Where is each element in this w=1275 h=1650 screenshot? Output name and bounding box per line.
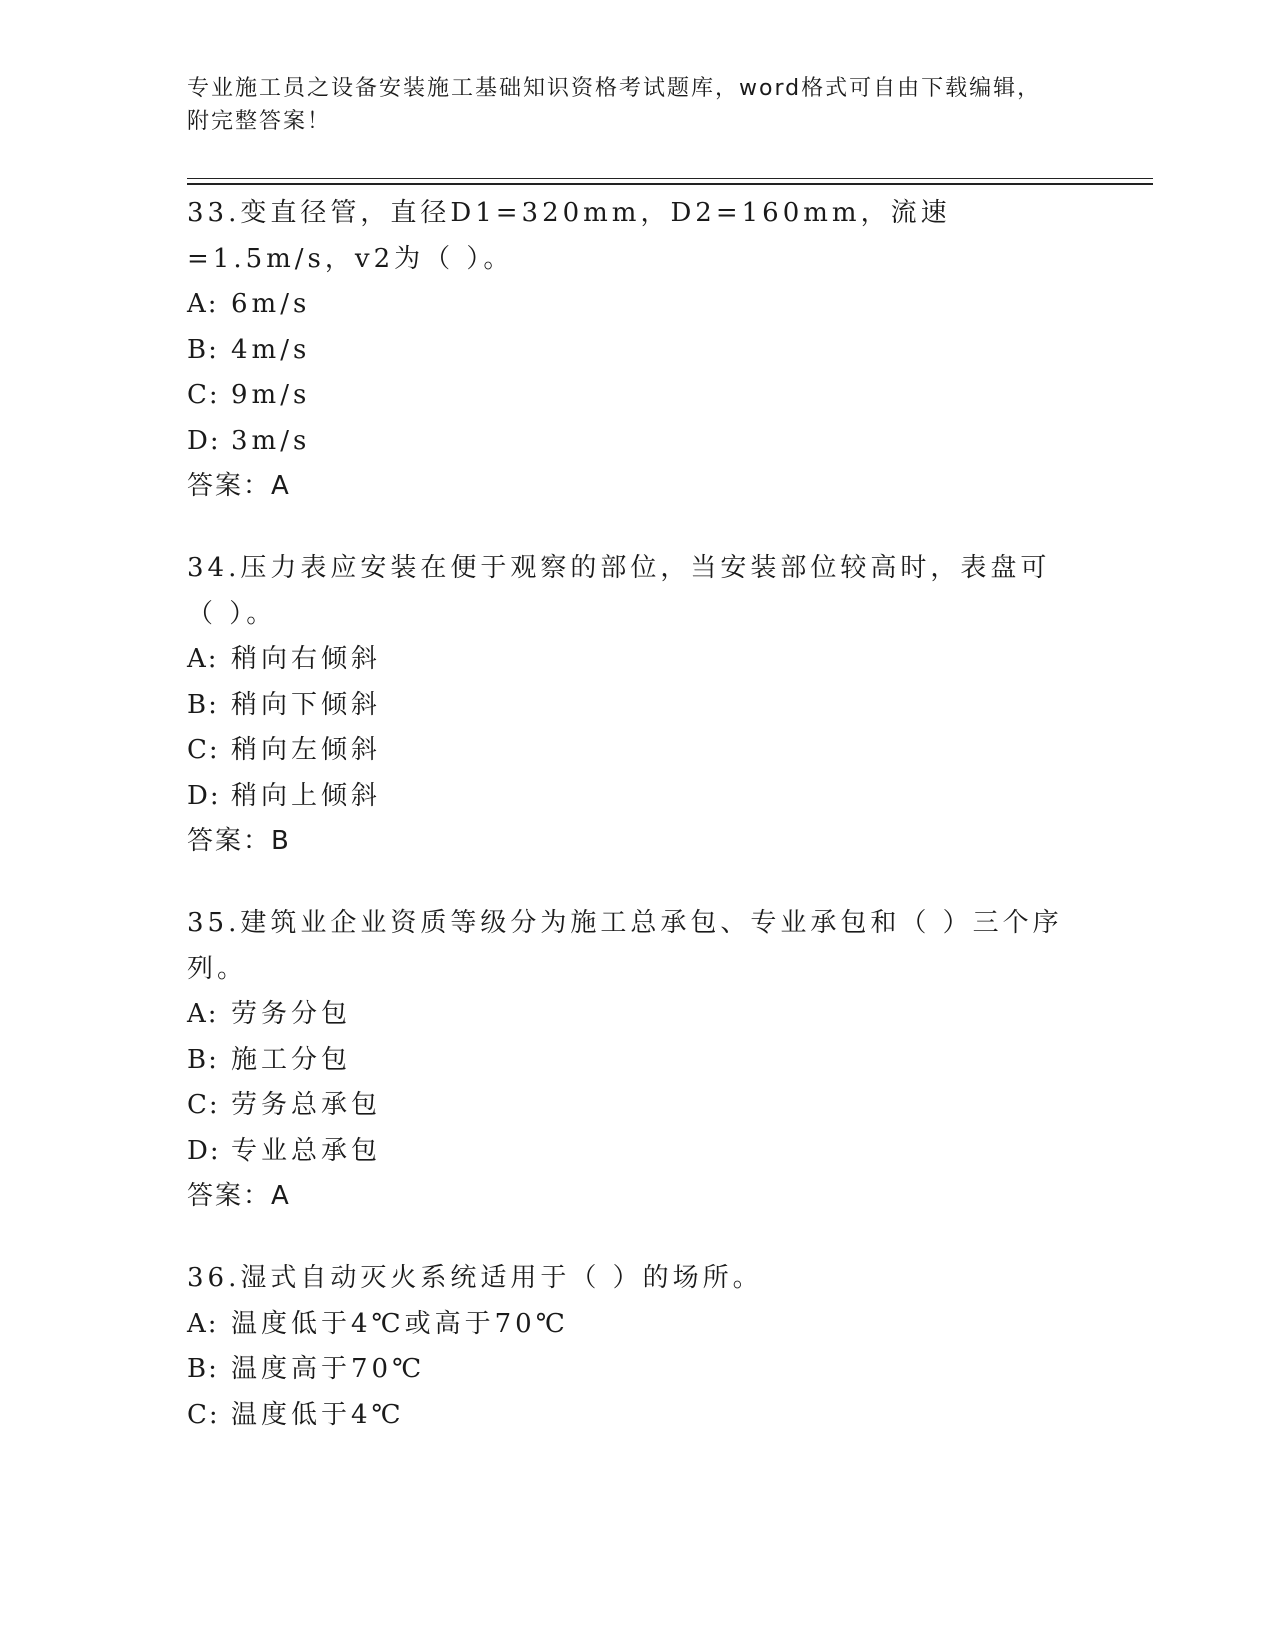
option-d — [187, 774, 1087, 820]
option-b — [187, 1038, 1087, 1084]
option-letter: B: — [187, 334, 219, 365]
document-header — [187, 72, 1067, 138]
option-text: 温度低于4℃或高于70℃ — [231, 1308, 569, 1339]
option-text: 稍向右倾斜 — [231, 644, 382, 674]
option-text: 3m/s — [231, 425, 311, 456]
option-c — [187, 1393, 1087, 1439]
option-letter: B: — [187, 1354, 219, 1384]
option-text: 6m/s — [231, 289, 311, 319]
option-a — [187, 637, 1087, 683]
option-letter: D: — [187, 780, 221, 811]
option-text: 施工分包 — [231, 1044, 352, 1075]
option-letter: A: — [187, 644, 219, 674]
question-34 — [187, 546, 1087, 863]
question-stem: 35.建筑业企业资质等级分为施工总承包、专业承包和（ ）三个序列。 — [187, 908, 1063, 984]
option-text: 稍向左倾斜 — [231, 735, 382, 765]
question-36 — [187, 1256, 1087, 1438]
question-stem: 34.压力表应安装在便于观察的部位，当安装部位较高时，表盘可（ ）。 — [187, 553, 1051, 629]
option-letter: D: — [187, 425, 221, 456]
header-divider-thin — [187, 178, 1153, 179]
option-d — [187, 419, 1087, 465]
option-letter: C: — [187, 735, 220, 765]
option-text: 4m/s — [231, 334, 311, 365]
option-a — [187, 992, 1087, 1038]
question-33 — [187, 191, 1087, 508]
option-letter: B: — [187, 689, 219, 720]
option-text: 劳务分包 — [231, 999, 352, 1029]
option-letter: C: — [187, 380, 220, 410]
option-letter: B: — [187, 1044, 219, 1075]
option-a — [187, 282, 1087, 328]
option-letter: D: — [187, 1135, 221, 1166]
option-c — [187, 1083, 1087, 1129]
option-b — [187, 683, 1087, 729]
option-text: 9m/s — [231, 380, 311, 410]
answer-line: 答案：A — [187, 471, 291, 501]
option-text: 专业总承包 — [231, 1135, 382, 1166]
option-letter: C: — [187, 1090, 220, 1120]
option-b — [187, 328, 1087, 374]
option-text: 温度高于70℃ — [231, 1354, 426, 1384]
option-text: 温度低于4℃ — [231, 1399, 405, 1430]
option-text: 劳务总承包 — [231, 1090, 382, 1120]
question-35 — [187, 901, 1087, 1218]
header-divider-thick — [187, 183, 1153, 185]
option-letter: C: — [187, 1399, 220, 1430]
option-d — [187, 1129, 1087, 1175]
option-text: 稍向上倾斜 — [231, 780, 382, 811]
option-letter: A: — [187, 1308, 219, 1339]
option-a — [187, 1302, 1087, 1348]
answer-line: 答案：B — [187, 826, 291, 856]
answer-line: 答案：A — [187, 1181, 291, 1211]
question-stem: 33.变直径管，直径D1=320mm，D2=160mm，流速=1.5m/s，v2为（ ）。 — [187, 198, 951, 274]
option-b — [187, 1347, 1087, 1393]
option-text: 稍向下倾斜 — [231, 689, 382, 720]
header-line-2: 附完整答案！ — [187, 109, 332, 134]
option-c — [187, 373, 1087, 419]
question-list — [187, 191, 1087, 1476]
option-letter: A: — [187, 999, 219, 1029]
option-letter: A: — [187, 289, 219, 319]
question-stem: 36.湿式自动灭火系统适用于（ ）的场所。 — [187, 1263, 763, 1293]
header-line-1: 专业施工员之设备安装施工基础知识资格考试题库，word格式可自由下载编辑， — [187, 76, 1042, 101]
option-c — [187, 728, 1087, 774]
